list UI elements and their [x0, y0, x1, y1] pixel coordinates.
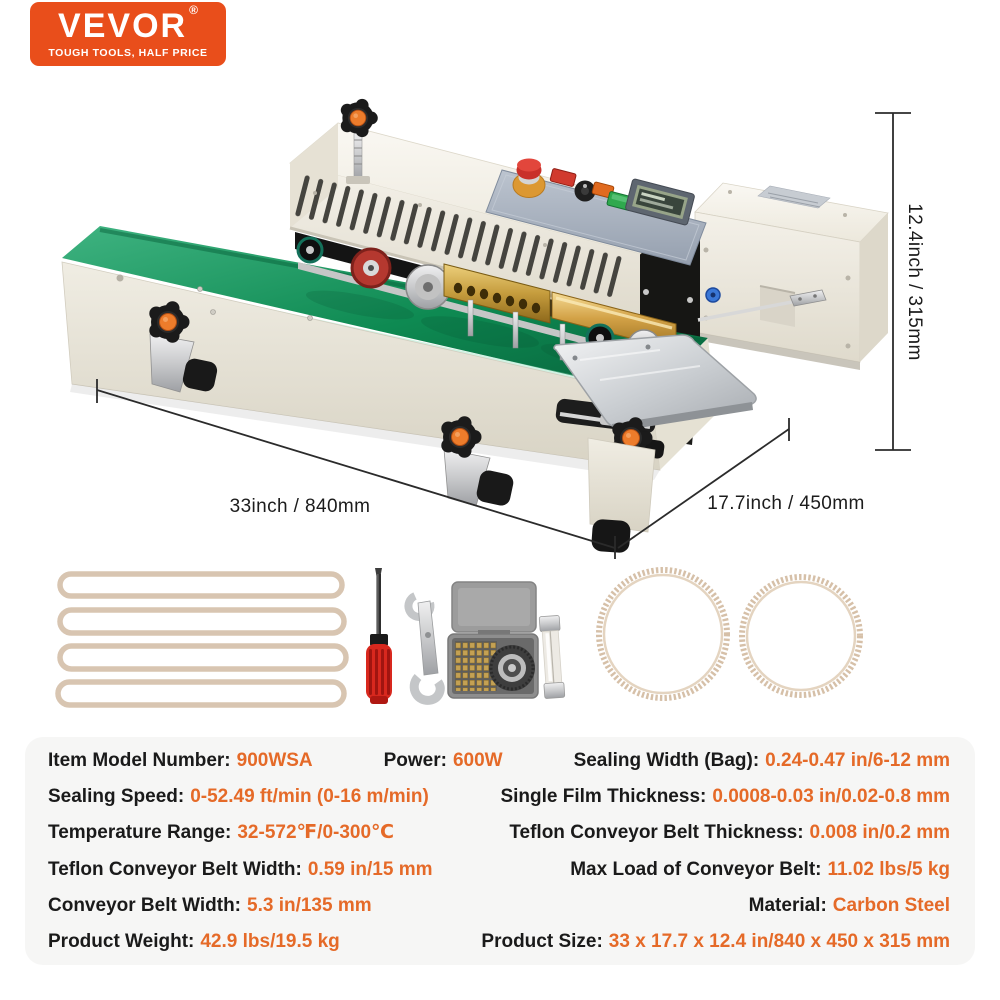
spec-item-max-load [570, 859, 950, 882]
spec-value: 0-52.49 ft/min (0-16 m/min) [190, 786, 429, 808]
rubber-foot [591, 519, 631, 554]
spec-value: 900WSA [236, 750, 313, 771]
spec-item-size [481, 931, 950, 954]
spec-value: 0.008 in/0.2 mm [809, 822, 950, 844]
spec-value: 0.24-0.47 in/6-12 mm [765, 750, 950, 771]
spec-row-2 [48, 786, 950, 809]
stamp-kit-box-icon [448, 582, 538, 698]
spec-label: Teflon Conveyor Belt Thickness: [509, 822, 804, 844]
brand-tagline: TOUGH TOOLS, HALF PRICE [48, 47, 208, 59]
spec-row-1 [48, 750, 950, 773]
spec-value: 0.59 in/15 mm [307, 858, 433, 880]
spec-value: 11.02 lbs/5 kg [827, 858, 950, 880]
right-pedestal [588, 438, 655, 553]
spec-value: 33 x 17.7 x 12.4 in/840 x 450 x 315 mm [608, 931, 950, 953]
hook-wrench-icon [408, 596, 440, 700]
length-dimension-label: 33inch / 840mm [229, 496, 371, 517]
brand-text: VEVOR [58, 7, 188, 45]
spec-item-belt-width [48, 895, 372, 918]
flat-sealing-belts-icon [58, 574, 346, 705]
spec-label: Sealing Speed: [48, 786, 185, 808]
spec-value: 600W [452, 750, 503, 771]
spec-row-6 [48, 931, 950, 954]
spec-item-weight [48, 931, 340, 954]
round-sealing-belts-icon [599, 570, 860, 698]
height-dimension-label: 12.4inch / 315mm [904, 203, 925, 361]
spec-item-sealing-speed [48, 786, 429, 809]
accessories [58, 568, 860, 705]
spec-item-teflon-width [48, 859, 432, 882]
spec-item-sealing-width [574, 750, 950, 773]
spec-item-model [48, 750, 313, 773]
spec-item-power [384, 750, 503, 773]
spec-card [25, 737, 975, 965]
spec-value: Carbon Steel [832, 894, 950, 916]
spec-label: Max Load of Conveyor Belt: [570, 858, 822, 880]
emergency-stop-button [513, 159, 545, 198]
spec-label: Material: [748, 894, 827, 916]
spec-row-4 [48, 859, 950, 882]
spec-item-teflon-thickness [509, 822, 950, 845]
spec-label: Teflon Conveyor Belt Width: [48, 858, 302, 880]
spec-value: 42.9 lbs/19.5 kg [200, 931, 340, 953]
spec-value: 32-572℉/0-300℃ [237, 822, 395, 844]
registered-mark: ® [189, 2, 198, 17]
fuse-icon [539, 615, 565, 698]
spec-row-3 [48, 822, 950, 845]
spec-item-film-thickness [500, 786, 950, 809]
spec-row-5 [48, 895, 950, 918]
depth-dimension-label: 17.7inch / 450mm [707, 493, 865, 514]
spec-label: Single Film Thickness: [500, 786, 707, 808]
spec-item-material [749, 895, 950, 918]
rear-housing [695, 183, 888, 370]
spec-label: Temperature Range: [48, 822, 232, 844]
spec-label: Product Weight: [48, 931, 195, 953]
spec-label: Sealing Width (Bag): [573, 750, 760, 771]
spec-value: 5.3 in/135 mm [247, 894, 372, 916]
spec-label: Product Size: [481, 931, 603, 953]
spec-label: Power: [383, 750, 447, 771]
spec-item-temperature [48, 822, 394, 845]
spec-label: Item Model Number: [48, 750, 231, 771]
screwdriver-icon [366, 568, 392, 704]
spec-value: 0.0008-0.03 in/0.02-0.8 mm [712, 786, 950, 808]
spec-label: Conveyor Belt Width: [48, 894, 241, 916]
